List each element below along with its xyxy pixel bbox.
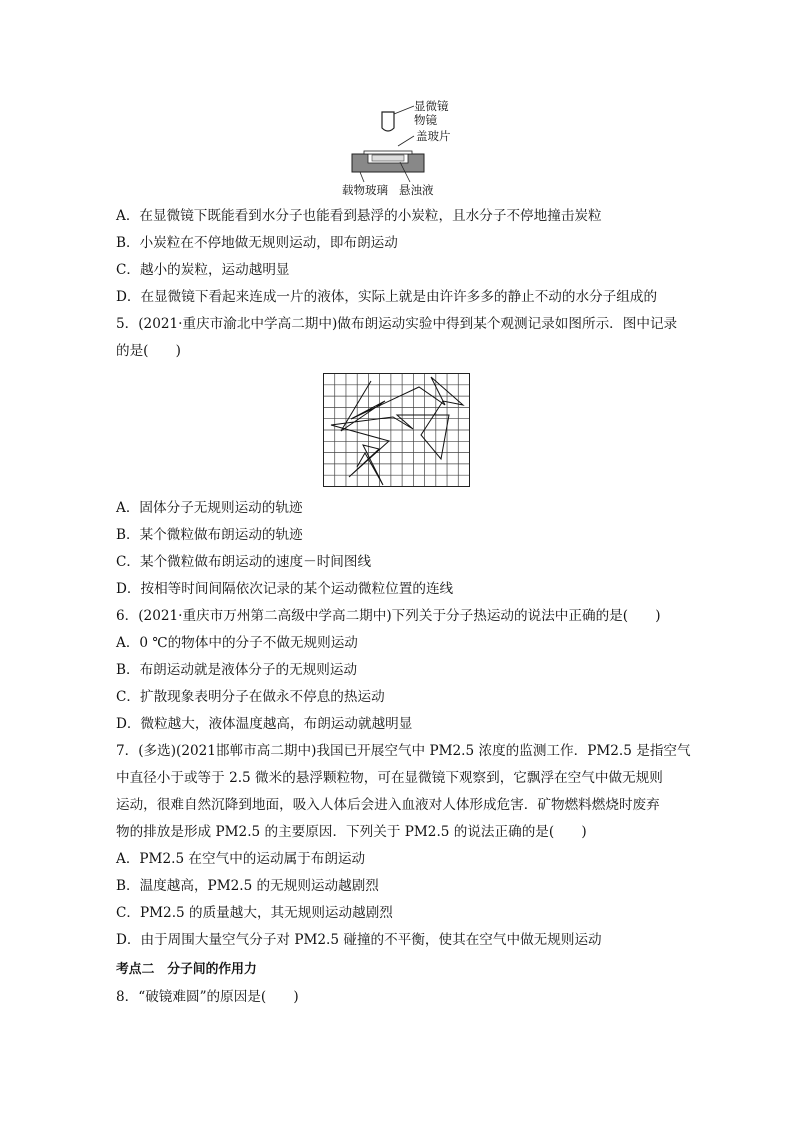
option-d: D．在显微镜下看起来连成一片的液体，实际上就是由许许多多的静止不动的水分子组成的 <box>116 289 658 305</box>
q6-option-a: A．0 ℃的物体中的分子不做无规则运动 <box>116 635 358 651</box>
q7-option-c: C．PM2.5 的质量越大，其无规则运动越剧烈 <box>116 905 393 921</box>
label-microscope: 显微镜 <box>414 99 449 113</box>
question-6: 6．(2021·重庆市万州第二高级中学高二期中)下列关于分子热运动的说法中正确的是( ) <box>116 608 661 624</box>
q7-option-a: A．PM2.5 在空气中的运动属于布朗运动 <box>116 851 366 867</box>
section-heading-2: 考点二 分子间的作用力 <box>116 962 257 977</box>
option-a: A．在显微镜下既能看到水分子也能看到悬浮的小炭粒，且水分子不停地撞击炭粒 <box>116 208 602 224</box>
q5-option-c: C．某个微粒做布朗运动的速度－时间图线 <box>116 554 372 570</box>
q5-option-a: A．固体分子无规则运动的轨迹 <box>116 500 303 516</box>
question-5-line2: 的是( ) <box>116 343 181 359</box>
label-slide: 载物玻璃 <box>342 183 388 197</box>
label-coverslip: 盖玻片 <box>416 129 451 143</box>
q7-option-d: D．由于周围大量空气分子对 PM2.5 碰撞的不平衡，使其在空气中做无规则运动 <box>116 932 602 948</box>
label-suspension: 悬浊液 <box>399 183 434 197</box>
question-7-line1: 7．(多选)(2021邯郸市高二期中)我国已开展空气中 PM2.5 浓度的监测工作．PM2.5 是指空气 <box>116 743 691 759</box>
q6-option-b: B．布朗运动就是液体分子的无规则运动 <box>116 662 358 678</box>
question-7-line2: 中直径小于或等于 2.5 微米的悬浮颗粒物，可在显微镜下观察到，它飘浮在空气中做无规则 <box>116 770 663 786</box>
brownian-grid-figure <box>323 373 471 488</box>
question-5-line1: 5．(2021·重庆市渝北中学高二期中)做布朗运动实验中得到某个观测记录如图所示．图中记录 <box>116 316 678 332</box>
q6-option-c: C．扩散现象表明分子在做永不停息的热运动 <box>116 689 385 705</box>
option-c: C．越小的炭粒，运动越明显 <box>116 262 290 278</box>
question-7-line4: 物的排放是形成 PM2.5 的主要原因．下列关于 PM2.5 的说法正确的是( ) <box>116 824 587 840</box>
question-8: 8．“破镜难圆”的原因是( ) <box>116 989 299 1005</box>
question-7-line3: 运动，很难自然沉降到地面，吸入人体后会进入血液对人体形成危害．矿物燃料燃烧时废弃 <box>116 797 660 813</box>
q6-option-d: D．微粒越大，液体温度越高，布朗运动就越明显 <box>116 716 413 732</box>
label-objective: 物镜 <box>414 113 437 127</box>
q5-option-b: B．某个微粒做布朗运动的轨迹 <box>116 527 303 543</box>
q5-option-d: D．按相等时间间隔依次记录的某个运动微粒位置的连线 <box>116 581 454 597</box>
option-b: B．小炭粒在不停地做无规则运动，即布朗运动 <box>116 235 398 251</box>
q7-option-b: B．温度越高，PM2.5 的无规则运动越剧烈 <box>116 878 379 894</box>
